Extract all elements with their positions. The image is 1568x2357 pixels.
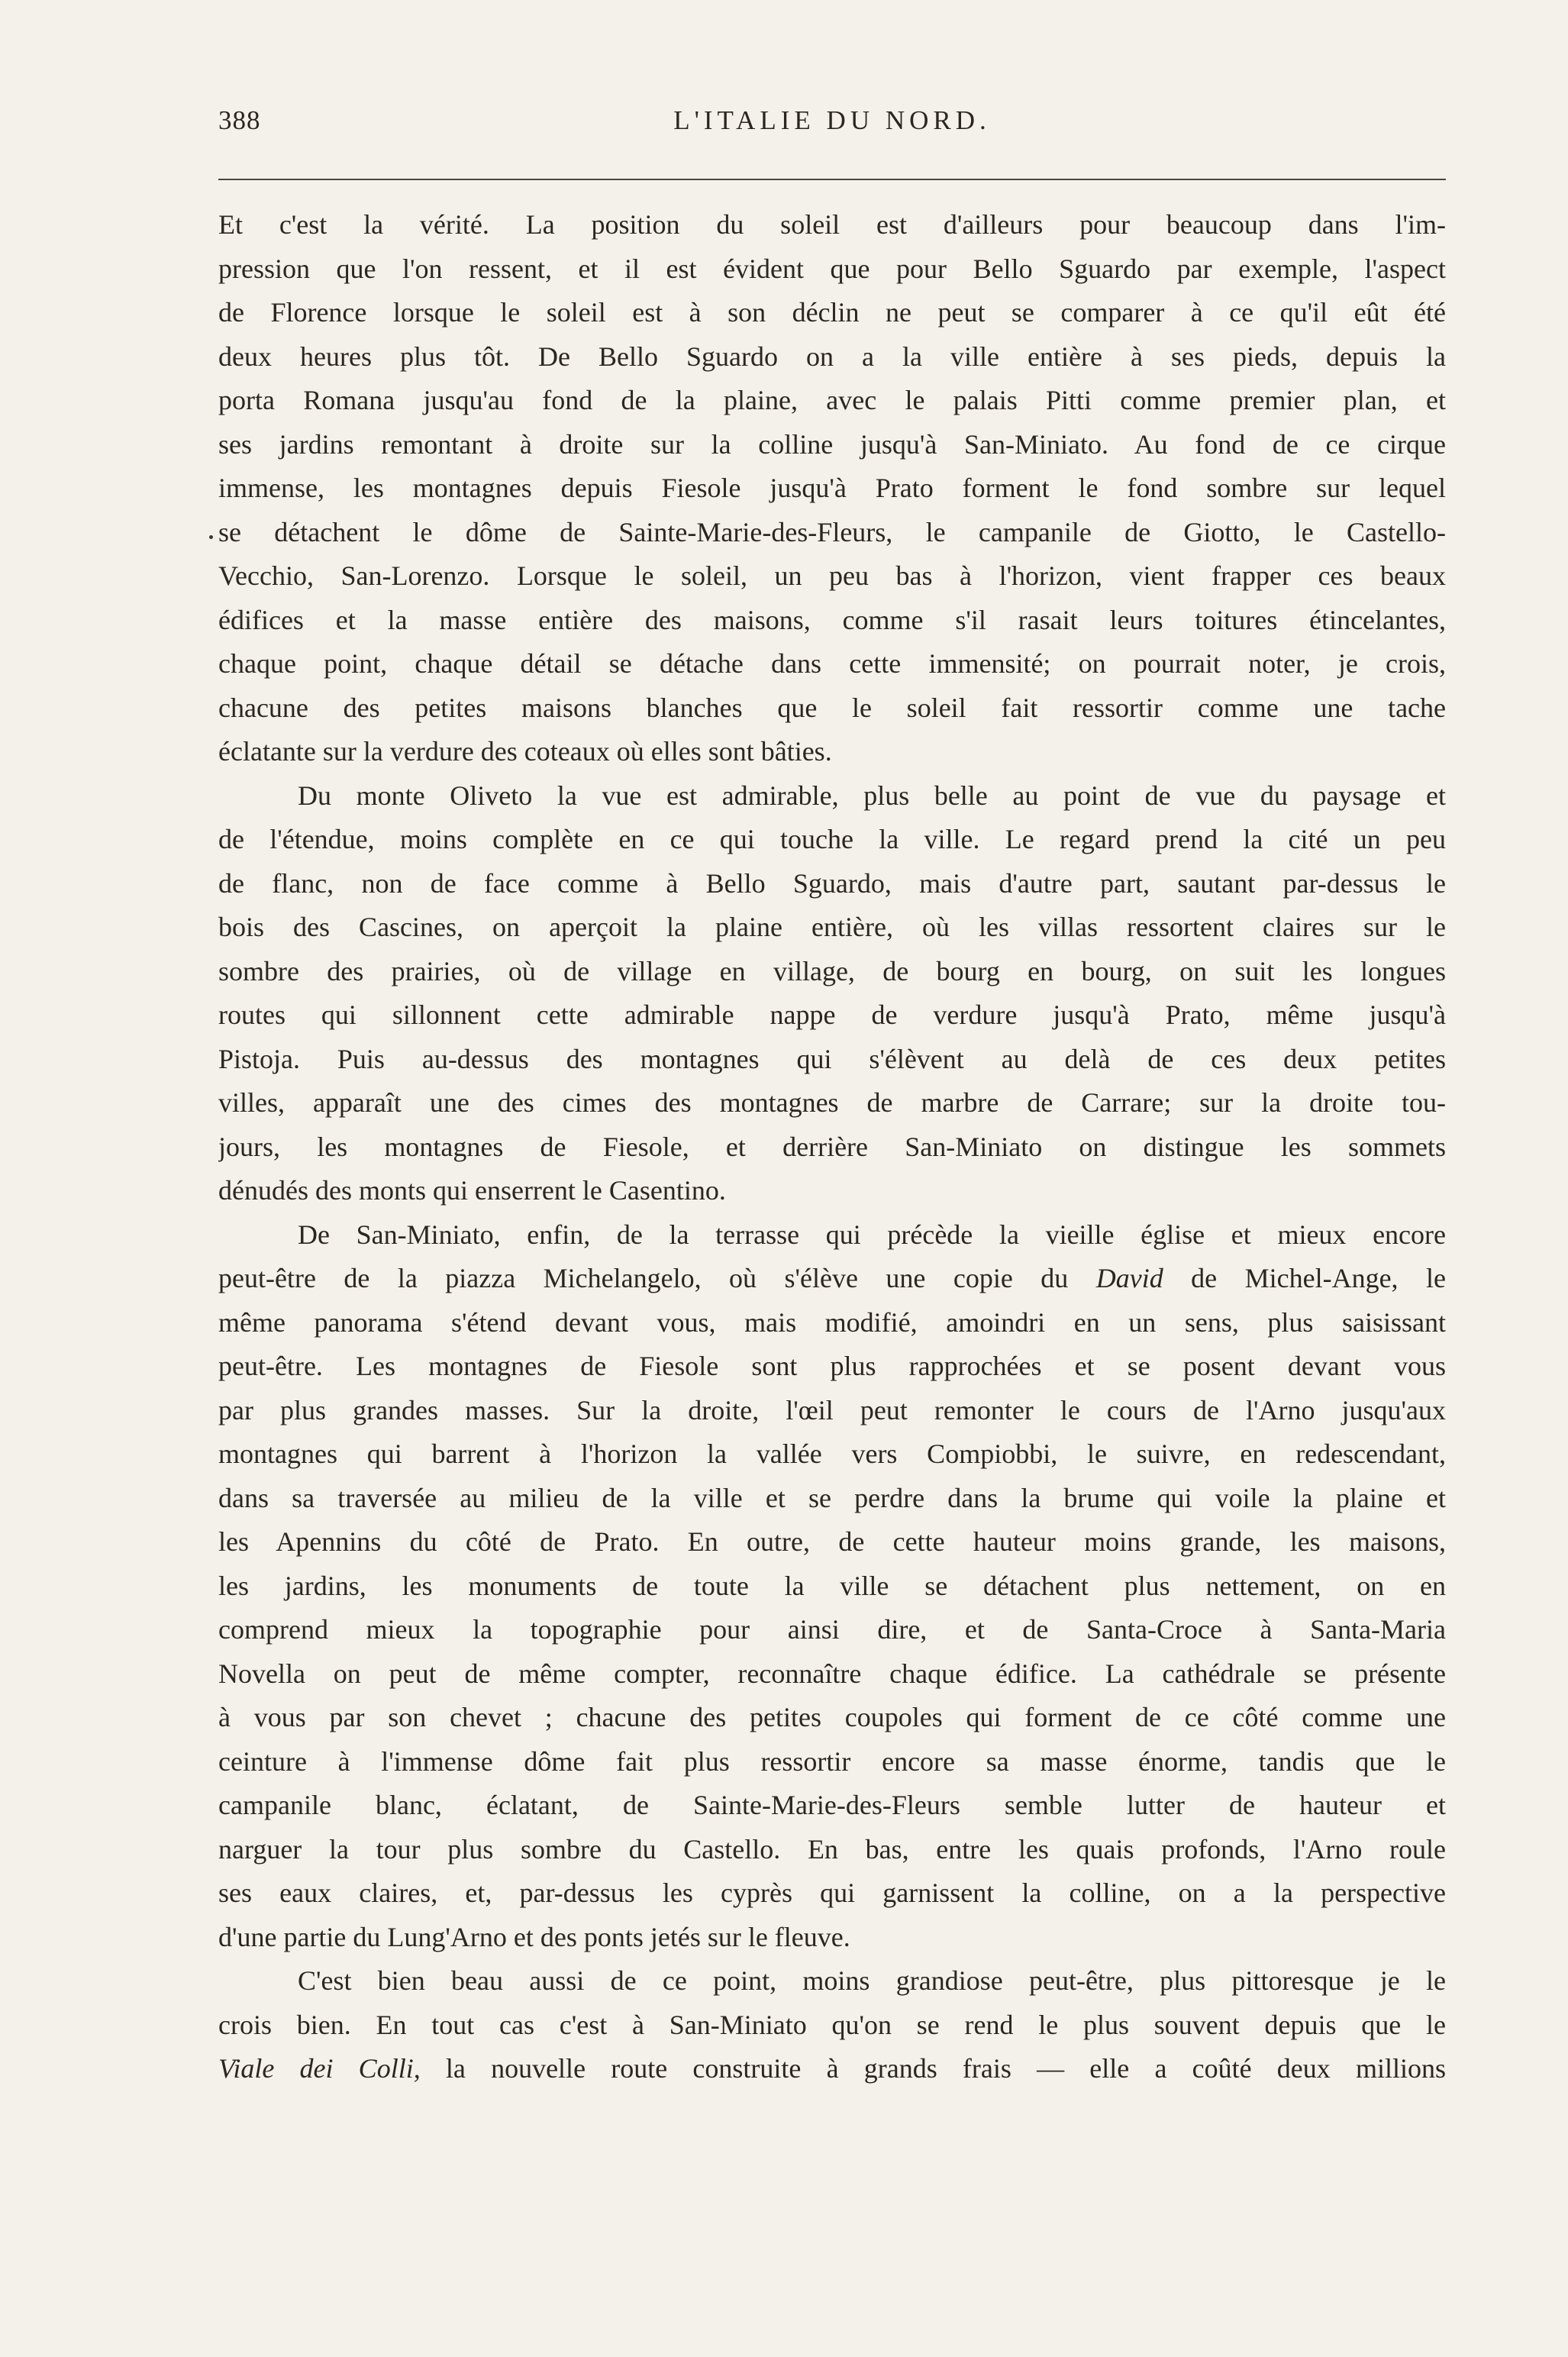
text-segment: la nouvelle route construite à grands frais — elle a coûté deux millions	[420, 2053, 1446, 2084]
margin-mark	[209, 535, 213, 539]
text-line: crois bien. En tout cas c'est à San-Miniato qu'on se rend le plus souvent depuis que le	[218, 2009, 1446, 2040]
text-line: De San-Miniato, enfin, de la terrasse qui précède la vieille église et mieux encore	[298, 1219, 1446, 1250]
text-line: ceinture à l'immense dôme fait plus ressortir encore sa masse énorme, tandis que le	[218, 1745, 1446, 1777]
text-line: chaque point, chaque détail se détache dans cette immensité; on pourrait noter, je crois,	[218, 648, 1446, 679]
text-segment: de Michel-Ange, le	[1163, 1263, 1446, 1293]
text-line: dénudés des monts qui enserrent le Casentino.	[218, 1175, 726, 1206]
text-line: ses eaux claires, et, par-dessus les cyprès qui garnissent la colline, on a la perspective	[218, 1878, 1446, 1908]
paragraph	[218, 774, 1446, 1213]
text-line: peut-être. Les montagnes de Fiesole sont plus rapprochées et se posent devant vous	[218, 1351, 1446, 1381]
text-line: Vecchio, San-Lorenzo. Lorsque le soleil, un peu bas à l'horizon, vient frapper ces beaux	[218, 560, 1446, 591]
text-line: sombre des prairies, où de village en village, de bourg en bourg, on suit les longues	[218, 955, 1446, 986]
text-line: de l'étendue, moins complète en ce qui touche la ville. Le regard prend la cité un peu	[218, 824, 1446, 854]
text-line: C'est bien beau aussi de ce point, moins grandiose peut-être, plus pittoresque je le	[298, 1965, 1446, 1996]
header-rule	[218, 179, 1446, 180]
text-line: villes, apparaît une des cimes des montagnes de marbre de Carrare; sur la droite tou-	[218, 1087, 1446, 1118]
text-body	[218, 203, 1446, 2091]
text-line: pression que l'on ressent, et il est évident que pour Bello Sguardo par exemple, l'aspect	[218, 253, 1446, 284]
text-line: même panorama s'étend devant vous, mais modifié, amoindri en un sens, plus saisissant	[218, 1306, 1446, 1338]
text-line: ses jardins remontant à droite sur la colline jusqu'à San-Miniato. Au fond de ce cirque	[218, 428, 1446, 460]
text-line	[218, 2047, 1446, 2091]
text-line: dans sa traversée au milieu de la ville et se perdre dans la brume qui voile la plaine et	[218, 1482, 1446, 1513]
paragraph	[218, 203, 1446, 774]
text-line: immense, les montagnes depuis Fiesole jusqu'à Prato forment le fond sombre sur lequel	[218, 473, 1446, 503]
text-line: éclatante sur la verdure des coteaux où elles sont bâties.	[218, 736, 832, 767]
text-line: Et c'est la vérité. La position du soleil est d'ailleurs pour beaucoup dans l'im-	[218, 209, 1446, 240]
paragraph	[218, 1959, 1446, 2091]
text-line: bois des Cascines, on aperçoit la plaine entière, où les villas ressortent claires sur le	[218, 912, 1446, 942]
text-line: chacune des petites maisons blanches que le soleil fait ressortir comme une tache	[218, 692, 1446, 723]
text-line: à vous par son chevet ; chacune des petites coupoles qui forment de ce côté comme une	[218, 1702, 1446, 1732]
page-header	[218, 98, 1446, 144]
page-number: 388	[218, 105, 261, 135]
text-line: narguer la tour plus sombre du Castello. En bas, entre les quais profonds, l'Arno roule	[218, 1833, 1446, 1865]
text-line: par plus grandes masses. Sur la droite, l'œil peut remonter le cours de l'Arno jusqu'aux	[218, 1394, 1446, 1426]
text-segment: peut-être de la piazza Michelangelo, où s'élève une copie du	[218, 1263, 1096, 1293]
text-line: routes qui sillonnent cette admirable nappe de verdure jusqu'à Prato, même jusqu'à	[218, 999, 1446, 1030]
text-line: porta Romana jusqu'au fond de la plaine, avec le palais Pitti comme premier plan, et	[218, 385, 1446, 415]
text-line: deux heures plus tôt. De Bello Sguardo on a la ville entière à ses pieds, depuis la	[218, 341, 1446, 372]
text-line: Pistoja. Puis au-dessus des montagnes qui s'élèvent au delà de ces deux petites	[218, 1043, 1446, 1074]
text-line: édifices et la masse entière des maisons, comme s'il rasait leurs toitures étincelantes,	[218, 604, 1446, 635]
text-line: comprend mieux la topographie pour ainsi dire, et de Santa-Croce à Santa-Maria	[218, 1614, 1446, 1645]
text-line: de flanc, non de face comme à Bello Sguardo, mais d'autre part, sautant par-dessus le	[218, 867, 1446, 899]
text-line: d'une partie du Lung'Arno et des ponts jetés sur le fleuve.	[218, 1921, 850, 1952]
text-line: les jardins, les monuments de toute la ville se détachent plus nettement, on en	[218, 1570, 1446, 1601]
running-title: L'ITALIE DU NORD.	[673, 105, 991, 135]
street-name: Viale dei Colli,	[218, 2053, 421, 2084]
text-line: jours, les montagnes de Fiesole, et derrière San-Miniato on distingue les sommets	[218, 1131, 1446, 1162]
text-line: Du monte Oliveto la vue est admirable, plus belle au point de vue du paysage et	[298, 780, 1446, 811]
artwork-title: David	[1095, 1263, 1163, 1293]
text-line: campanile blanc, éclatant, de Sainte-Marie-des-Fleurs semble lutter de hauteur et	[218, 1790, 1446, 1820]
text-line: montagnes qui barrent à l'horizon la vallée vers Compiobbi, le suivre, en redescendant,	[218, 1438, 1446, 1469]
text-line: de Florence lorsque le soleil est à son déclin ne peut se comparer à ce qu'il eût été	[218, 297, 1446, 328]
paragraph	[218, 1213, 1446, 1960]
text-line: se détachent le dôme de Sainte-Marie-des-Fleurs, le campanile de Giotto, le Castello-	[218, 516, 1446, 547]
text-line: les Apennins du côté de Prato. En outre, de cette hauteur moins grande, les maisons,	[218, 1526, 1446, 1557]
text-line: Novella on peut de même compter, reconnaître chaque édifice. La cathédrale se présente	[218, 1658, 1446, 1689]
text-line	[218, 1257, 1446, 1301]
